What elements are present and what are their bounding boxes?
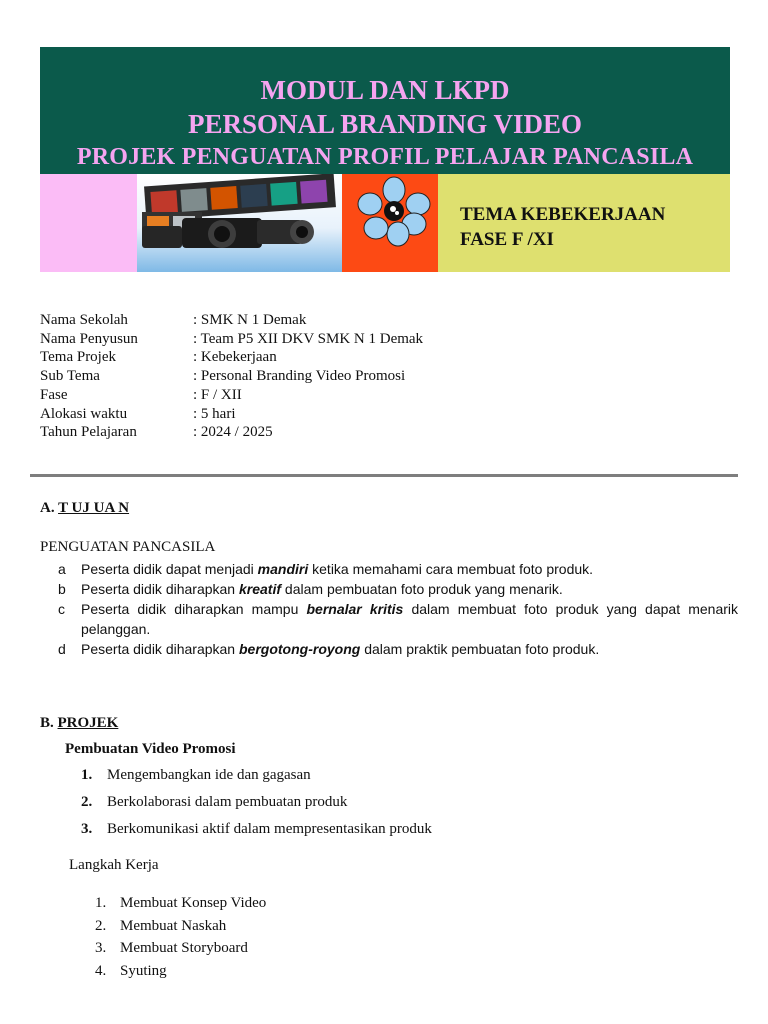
- item-number: 4.: [95, 962, 107, 979]
- work-steps-list: [95, 895, 266, 985]
- section-b-prefix: B.: [40, 715, 58, 731]
- item-letter: c: [58, 601, 65, 617]
- item-keyword: bergotong-royong: [239, 641, 361, 657]
- item-text-pre: Peserta didik diharapkan: [81, 581, 239, 597]
- identity-table: [40, 311, 423, 442]
- flower-icon: [342, 174, 438, 272]
- item-text-post: ketika memahami cara membuat foto produk.: [308, 561, 594, 577]
- info-row: [40, 386, 423, 405]
- item-text: [81, 559, 738, 579]
- item-text: Berkomunikasi aktif dalam mempresentasikan produk: [107, 821, 432, 837]
- item-text: Membuat Naskah: [120, 917, 227, 934]
- list-item: [40, 559, 738, 579]
- list-item: [40, 579, 738, 599]
- list-item: [95, 918, 266, 941]
- info-value: : Team P5 XII DKV SMK N 1 Demak: [193, 330, 424, 347]
- project-goals-list: [81, 767, 432, 848]
- info-key: Alokasi waktu: [40, 405, 128, 422]
- item-keyword: kreatif: [239, 581, 282, 597]
- info-value: : F / XII: [193, 386, 242, 403]
- info-key: Sub Tema: [40, 368, 100, 385]
- item-text: Membuat Konsep Video: [120, 895, 267, 911]
- item-text: Mengembangkan ide dan gagasan: [107, 767, 311, 783]
- item-text-pre: Peserta didik dapat menjadi: [81, 561, 258, 577]
- list-item: [81, 821, 432, 848]
- header-title-line-3: PROJEK PENGUATAN PROFIL PELAJAR PANCASILA: [76, 144, 694, 170]
- header-title-line-2: PERSONAL BRANDING VIDEO: [187, 109, 583, 139]
- info-row: [40, 423, 423, 442]
- info-row: [40, 330, 423, 349]
- document-header: [40, 47, 730, 174]
- item-letter: b: [58, 581, 66, 597]
- item-letter: a: [58, 561, 66, 577]
- info-row: [40, 311, 423, 330]
- info-key: Tahun Pelajaran: [40, 424, 137, 441]
- info-row: [40, 348, 423, 367]
- info-value: : Kebekerjaan: [193, 349, 277, 366]
- list-item: [95, 895, 266, 918]
- item-text: [81, 579, 738, 599]
- info-value: : 2024 / 2025: [193, 424, 273, 441]
- item-text: Berkolaborasi dalam pembuatan produk: [107, 794, 348, 810]
- info-row: [40, 367, 423, 386]
- theme-label: TEMA KEBEKERJAAN: [460, 204, 666, 225]
- item-letter: d: [58, 641, 66, 657]
- section-b-title: PROJEK: [57, 715, 119, 731]
- item-number: 1.: [95, 895, 107, 911]
- item-text: Membuat Storyboard: [120, 940, 248, 956]
- item-text-post: dalam pembuatan foto produk yang menarik.: [281, 581, 563, 597]
- list-item: [81, 794, 432, 821]
- section-a-title: T UJ UA N: [58, 500, 130, 516]
- work-steps-heading: Langkah Kerja: [69, 857, 159, 873]
- item-text-post: dalam praktik pembuatan foto produk.: [360, 641, 600, 657]
- info-value: : SMK N 1 Demak: [193, 312, 307, 328]
- project-subtitle: Pembuatan Video Promosi: [65, 741, 236, 757]
- item-text: [81, 599, 738, 639]
- phase-label: FASE F /XI: [460, 229, 554, 250]
- list-item: [95, 940, 266, 963]
- list-item: [95, 963, 266, 986]
- header-title-line-1: MODUL DAN LKPD: [260, 75, 510, 105]
- info-key: Fase: [40, 386, 68, 403]
- item-number: 2.: [81, 794, 93, 810]
- info-value: : Personal Branding Video Promosi: [193, 368, 406, 385]
- item-text-post: dalam membuat foto produk yang dapat menarik pelanggan.: [81, 601, 739, 637]
- film-camera-image: [137, 174, 342, 272]
- info-key: Tema Projek: [40, 349, 117, 366]
- section-a-prefix: A.: [40, 500, 59, 516]
- list-item: [40, 639, 738, 659]
- section-divider: [30, 474, 738, 477]
- film-camera-illustration: [137, 174, 342, 272]
- item-number: 1.: [81, 767, 93, 783]
- item-number: 3.: [81, 821, 93, 837]
- item-text: Syuting: [120, 962, 167, 979]
- item-text: [81, 639, 738, 659]
- item-number: 3.: [95, 940, 107, 956]
- info-key: Nama Sekolah: [40, 312, 128, 328]
- pancasila-heading: PENGUATAN PANCASILA: [40, 539, 216, 555]
- info-key: Nama Penyusun: [40, 330, 138, 347]
- list-item: [81, 767, 432, 794]
- item-text-pre: Peserta didik diharapkan mampu: [81, 601, 307, 617]
- banner-theme-block: [438, 174, 730, 272]
- item-keyword: mandiri: [257, 561, 309, 577]
- banner-orange-block: [342, 174, 438, 272]
- section-b-heading: [40, 715, 118, 732]
- item-keyword: bernalar kritis: [306, 601, 404, 617]
- section-a-heading: [40, 500, 129, 517]
- item-number: 2.: [95, 917, 107, 934]
- list-item: [40, 599, 738, 639]
- banner-pink-block: [40, 174, 137, 272]
- item-text-pre: Peserta didik diharapkan: [81, 641, 239, 657]
- objectives-list: [40, 559, 738, 659]
- info-value: : 5 hari: [193, 405, 236, 422]
- info-row: [40, 405, 423, 424]
